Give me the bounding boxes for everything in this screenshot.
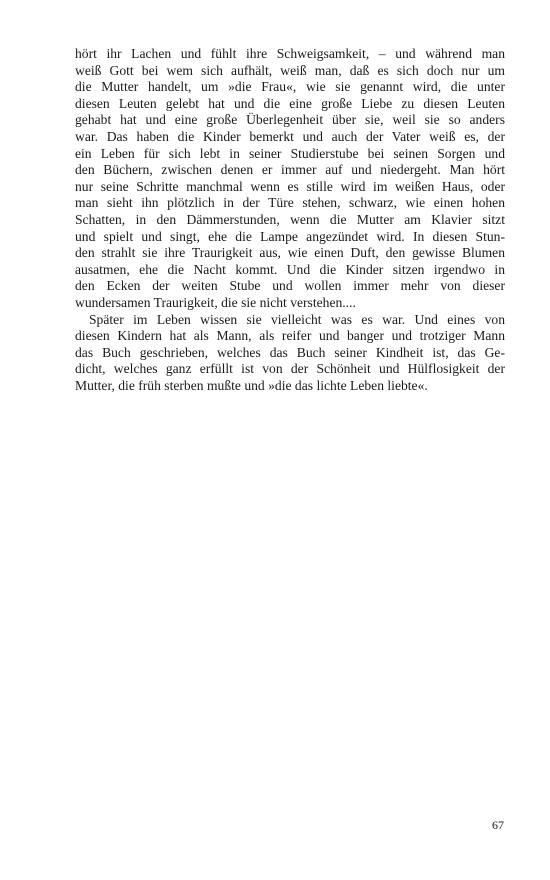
text-line: war. Das haben die Kinder bemerkt und auch der Vater weiß es, der xyxy=(75,128,505,144)
paragraph-2 xyxy=(75,312,505,395)
text-line: Mutter, die früh sterben mußte und »die das lichte Leben liebte«. xyxy=(75,377,428,393)
text-line: den Ecken der weiten Stube und wollen immer mehr von dieser xyxy=(75,278,505,294)
text-line: den Büchern, zwischen denen er immer auf und niedergeht. Man hört xyxy=(75,162,505,178)
text-line: gehabt hat und eine große Überlegenheit über sie, weil sie so anders xyxy=(75,112,505,128)
text-line: ein Leben für sich lebt in seiner Studierstube bei seinen Sorgen und xyxy=(75,145,505,161)
page-number: 67 xyxy=(492,818,504,832)
text-line: ausatmen, ehe die Nacht kommt. Und die Kinder sitzen irgendwo in xyxy=(75,261,505,277)
text-line: wundersamen Traurigkeit, die sie nicht verstehen.... xyxy=(75,294,356,310)
body-text xyxy=(75,46,505,394)
text-line: die Mutter handelt, um »die Frau«, wie sie genannt wird, die unter xyxy=(75,79,505,95)
text-line: und spielt und singt, ehe die Lampe angezündet wird. In diesen Stun- xyxy=(75,228,505,244)
text-line: Schatten, in den Dämmerstunden, wenn die Mutter am Klavier sitzt xyxy=(75,211,505,227)
text-line: weiß Gott bei wem sich aufhält, weiß man, daß es sich doch nur um xyxy=(75,62,505,78)
text-line: hört ihr Lachen und fühlt ihre Schweigsamkeit, – und während man xyxy=(75,46,505,61)
text-line: diesen Kindern hat als Mann, als reifer und banger und trotziger Mann xyxy=(75,328,505,344)
text-line: das Buch geschrieben, welches das Buch seiner Kindheit ist, das Ge- xyxy=(75,344,505,360)
text-line: nur seine Schritte manchmal wenn es stille wird im weißen Haus, oder xyxy=(75,178,505,194)
text-line: den strahlt sie ihre Traurigkeit aus, wie einen Duft, den gewisse Blumen xyxy=(75,245,505,261)
text-line: man sieht ihn plötzlich in der Türe stehen, schwarz, wie einen hohen xyxy=(75,195,505,211)
text-line: dicht, welches ganz erfüllt ist von der Schönheit und Hülflosigkeit der xyxy=(75,361,505,377)
text-line: diesen Leuten gelebt hat und die eine große Liebe zu diesen Leuten xyxy=(75,95,505,111)
paragraph-1 xyxy=(75,46,505,312)
text-line: Später im Leben wissen sie vielleicht was es war. Und eines von xyxy=(89,311,505,327)
